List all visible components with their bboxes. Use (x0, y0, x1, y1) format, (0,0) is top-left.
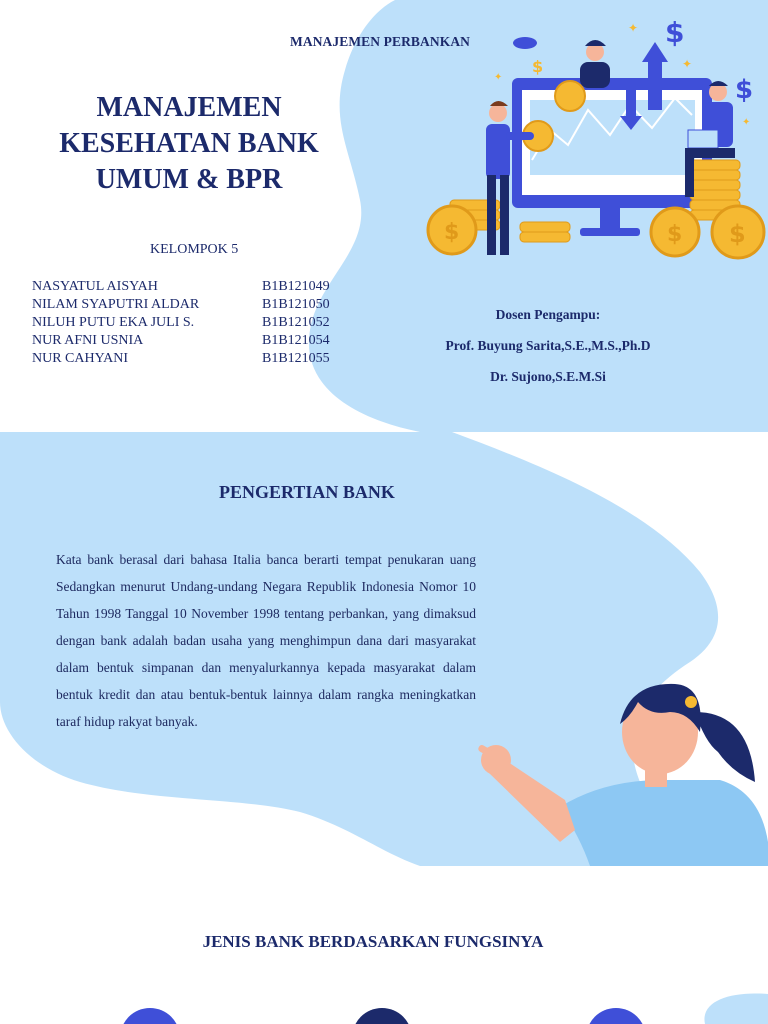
member-row (32, 314, 342, 332)
svg-text:$: $ (729, 220, 746, 248)
member-name: NUR CAHYANI (32, 351, 129, 366)
topic-label: MANAJEMEN PERBANKAN (290, 34, 471, 49)
title-line: KESEHATAN BANK (59, 128, 319, 159)
member-row (32, 332, 342, 350)
member-id: B1B121052 (262, 315, 330, 330)
svg-text:$: $ (532, 57, 544, 76)
section-heading: JENIS BANK BERDASARKAN FUNGSINYA (202, 932, 544, 951)
svg-text:✦: ✦ (494, 72, 503, 83)
member-name: NILUH PUTU EKA JULI S. (32, 315, 195, 330)
slide-bank-types (0, 866, 768, 1024)
svg-text:$: $ (444, 220, 460, 245)
lecturer-name: Prof. Buyung Sarita,S.E.,M.S.,Ph.D (445, 338, 651, 353)
lecturer-block (420, 304, 676, 397)
svg-text:✦: ✦ (742, 117, 751, 128)
svg-text:✦: ✦ (682, 57, 693, 71)
member-row (32, 350, 342, 368)
group-label: KELOMPOK 5 (150, 242, 239, 257)
member-name: NASYATUL AISYAH (32, 279, 158, 294)
definition-paragraph: Kata bank berasal dari bahasa Italia banca berarti tempat penukaran uang Sedangkan menurut Undang-undang Negara Republik Indonesia Nomor 10 Tahun 1998 Tanggal 10 November 1998 tentang perbankan, yang dimaksud dengan bank adalah badan usaha yang menghimpun dana dari masyarakat dalam bentuk simpanan dan menyalurkannya kepada masyarakat dalam bentuk kredit dan atau bentuk-bentuk lainnya dalam rangka meningkatkan taraf hidup rakyat banyak. (56, 552, 476, 729)
member-name: NUR AFNI USNIA (32, 333, 144, 348)
title-line: UMUM & BPR (95, 164, 283, 195)
member-id: B1B121050 (262, 297, 330, 312)
svg-text:$: $ (665, 16, 685, 49)
member-id: B1B121055 (262, 351, 330, 366)
section-heading: PENGERTIAN BANK (219, 482, 395, 502)
page-title (24, 90, 354, 198)
lecturer-name: Dr. Sujono,S.E.M.Si (490, 369, 606, 384)
slide-title (0, 0, 768, 432)
member-list (32, 278, 342, 368)
svg-text:$: $ (735, 75, 754, 105)
svg-text:$: $ (667, 222, 683, 247)
member-name: NILAM SYAPUTRI ALDAR (32, 297, 200, 312)
member-row (32, 278, 342, 296)
member-id: B1B121054 (262, 333, 330, 348)
title-line: MANAJEMEN (96, 92, 282, 123)
lecturer-label: Dosen Pengampu: (495, 307, 601, 322)
woman-pointing-illustration (470, 672, 768, 866)
member-row (32, 296, 342, 314)
svg-text:✦: ✦ (628, 21, 639, 35)
slide-definition (0, 432, 768, 866)
member-id: B1B121049 (262, 279, 330, 294)
finance-illustration (420, 10, 768, 270)
